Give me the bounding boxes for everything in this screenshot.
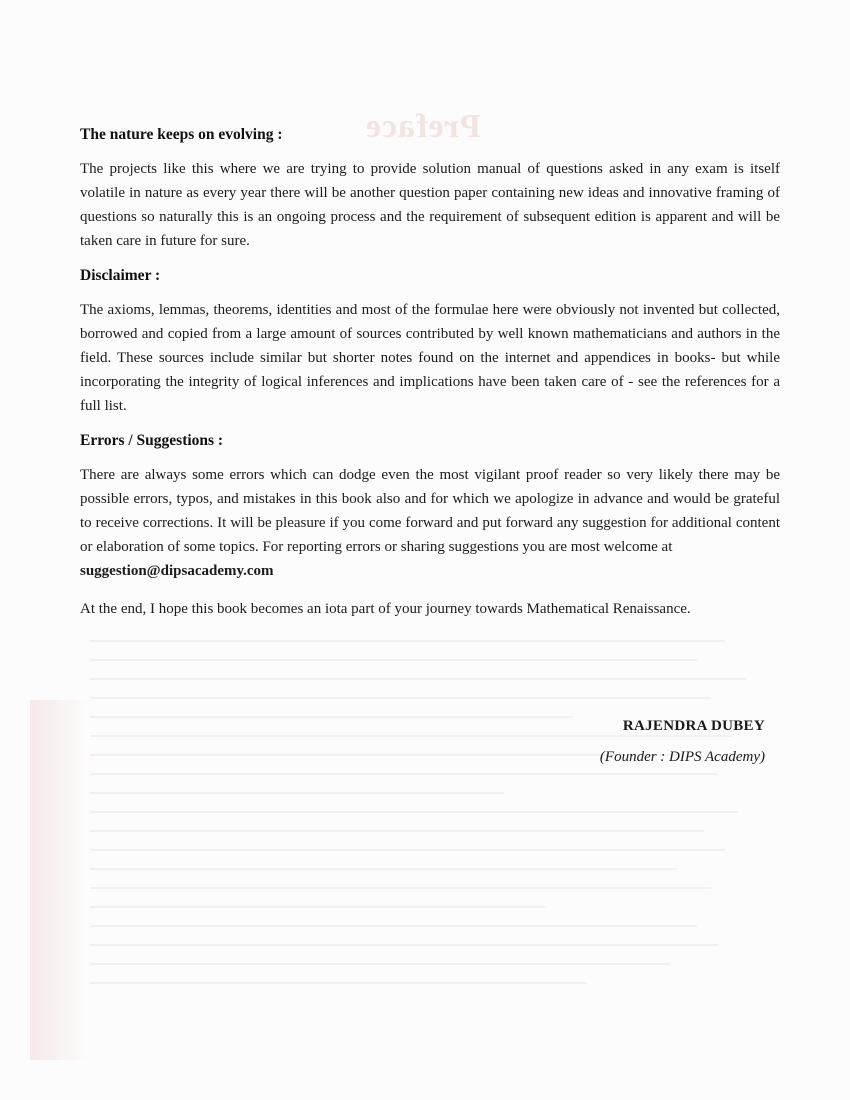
section-heading: The nature keeps on evolving :: [80, 126, 283, 143]
section-errors: [80, 432, 780, 583]
show-through-lines: [90, 640, 780, 1060]
section-nature: [80, 126, 780, 253]
author-name: RAJENDRA DUBEY: [622, 718, 765, 734]
section-paragraph: The axioms, lemmas, theorems, identities and most of the formulae here were obviously not invented but collected, borrowed and copied from a large amount of sources contributed by well known mathematicians and authors in the field. These sources include similar but shorter notes found on the internet and appendices in books- but while incorporating the integrity of logical inferences and implications have been taken care of - see the references for a full list.: [80, 302, 780, 414]
show-through-title: Preface: [365, 108, 481, 145]
section-paragraph: [80, 463, 780, 583]
signature-block: [600, 718, 765, 766]
section-heading: Errors / Suggestions :: [80, 432, 224, 449]
closing-paragraph: At the end, I hope this book becomes an iota part of your journey towards Mathematical Renaissance.: [80, 601, 691, 617]
section-heading: Disclaimer :: [80, 267, 161, 284]
scan-edge-smudge: [30, 700, 90, 1060]
document-body: [80, 126, 780, 635]
author-role: (Founder : DIPS Academy): [599, 749, 765, 765]
contact-email: suggestion@dipsacademy.com: [80, 563, 274, 579]
errors-body-text: There are always some errors which can dodge even the most vigilant proof reader so very likely there may be possible errors, typos, and mistakes in this book also and for which we apologize in advance and would be grateful to receive corrections. It will be pleasure if you come forward and put forward any suggestion for additional content or elaboration of some topics. For reporting errors or sharing suggestions you are most welcome at: [80, 467, 780, 555]
section-paragraph: The projects like this where we are trying to provide solution manual of questions asked in any exam is itself volatile in nature as every year there will be another question paper containing new ideas and innovative framing of questions so naturally this is an ongoing process and the requirement of subsequent edition is apparent and will be taken care in future for sure.: [80, 161, 780, 249]
section-disclaimer: [80, 267, 780, 418]
